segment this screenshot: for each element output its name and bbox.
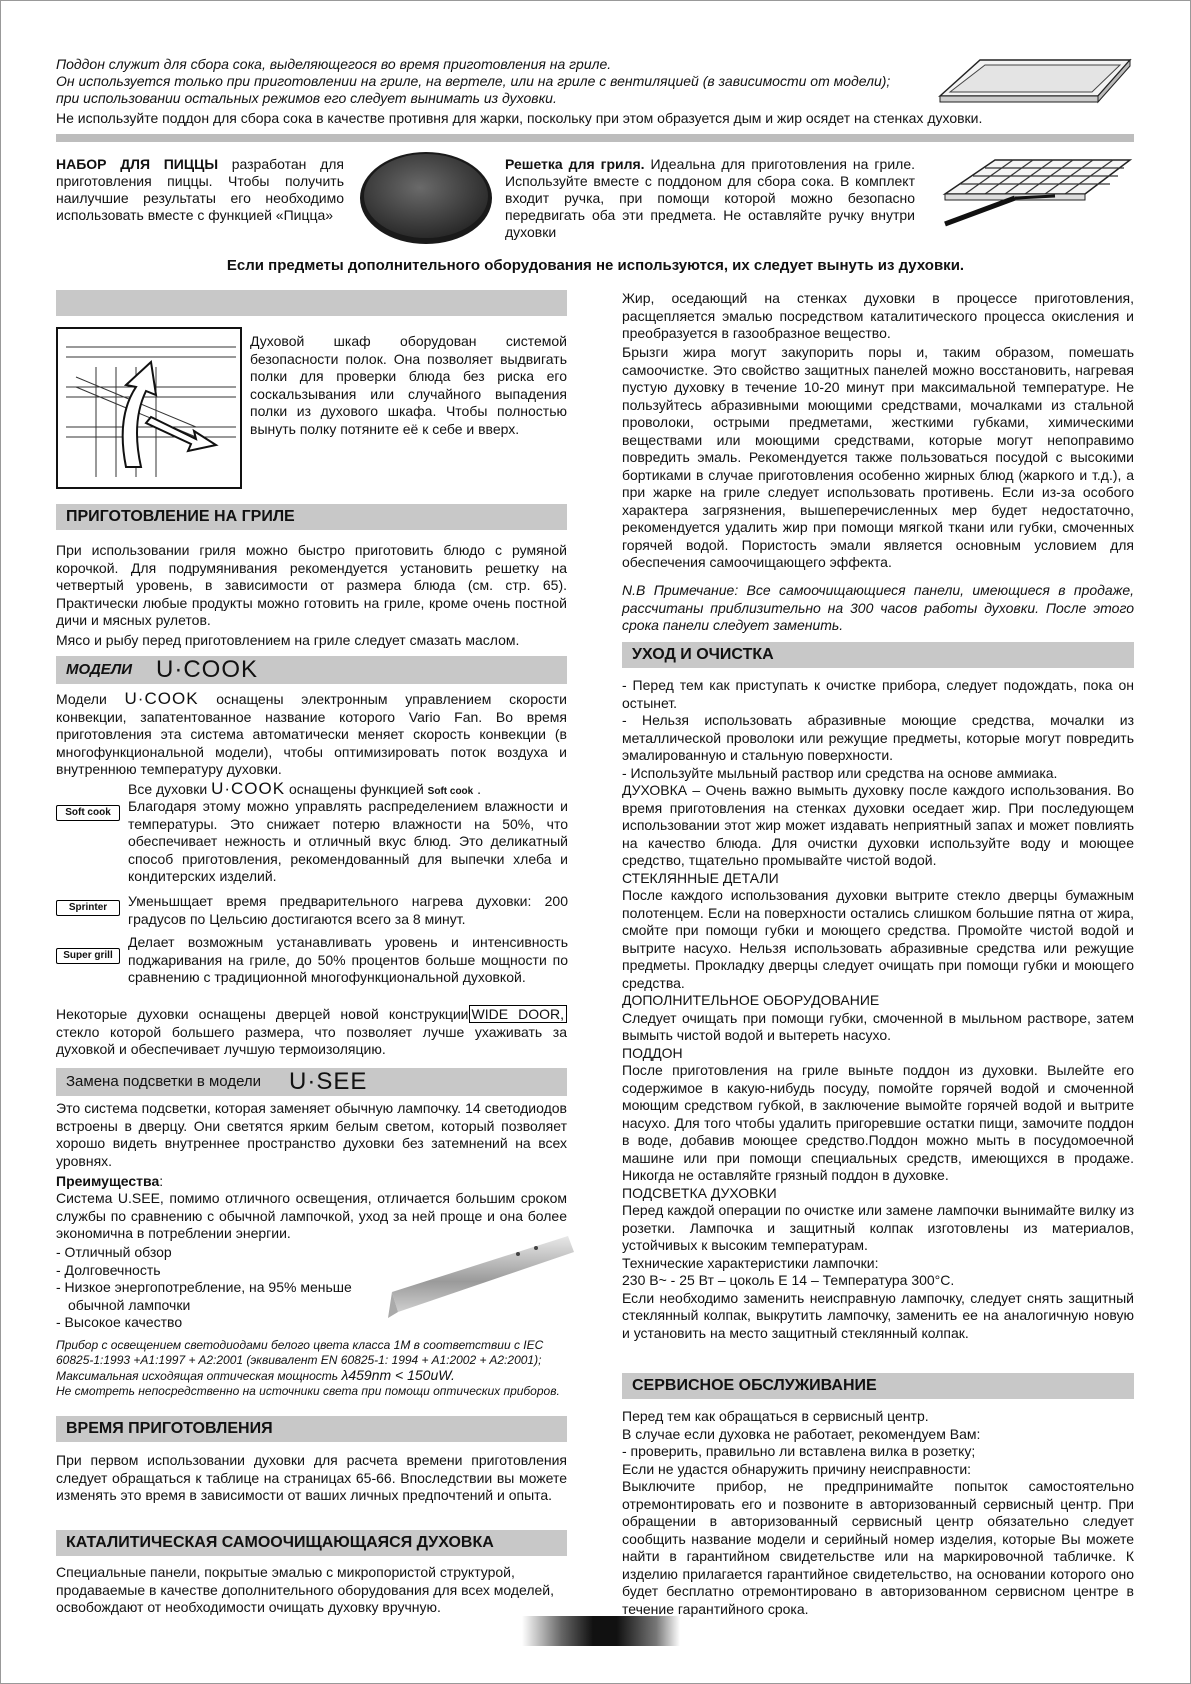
time-heading-band [56, 1416, 567, 1442]
catalytic-heading: КАТАЛИТИЧЕСКАЯ САМООЧИЩАЮЩАЯСЯ ДУХОВКА [66, 1534, 494, 1551]
glass-text: После каждого использования духовки вытрите стекло дверцы бумажным полотенцем. Если на поверхности остались слишком большие пятна от жира, смойте при помощи губки и моющего средства. Промойте чистой водой и вытрите насухо. Нельзя использовать абразивные средства или режущие предметы. Прокладку дверцы следует очищать при помощи губки и моющего средства. [622, 887, 1134, 991]
glass-title: СТЕКЛЯННЫЕ ДЕТАЛИ [622, 869, 779, 886]
pizza-set-desc: разработан для приготовления пиццы. Чтобы получить наилучшие результаты его необходимо использовать вместе с функцией «Пицца» [56, 156, 344, 223]
light-text: Перед каждой операции по очистке или замене лампочки вынимайте вилку из розетки. Лампочка и защитный колпак изготовлены из материалов, устойчивых к высоким температурам. [622, 1202, 1134, 1253]
usee-text: Это система подсветки, которая заменяет обычную лампочку. 14 светодиодов встроены в дверцу. Они светятся ярким белым светом, который позволяет хорошо видеть внутреннее пространство духовки без затемнений на всех уровнях. [56, 1100, 567, 1169]
led-note-3 [56, 1368, 576, 1384]
shelf-safety-text: Духовой шкаф оборудован системой безопасности полок. Она позволяет выдвигать полки для проверки блюда без риска его соскальзывания или случайного выпадения полки из духового шкафа. Чтобы полностью вынуть полку потяните её к себе и вверх. [250, 333, 567, 437]
soft-cook-badge: Soft cook [56, 805, 120, 821]
service-5: Выключите прибор, не предпринимайте попыток самостоятельно отремонтировать его и позвоните в авторизованный сервисный центр. При обращении в авторизованный сервисный центр обязательно следует сообщить название модели и серийный номер изделия, которые Вы можете найти в гарантийном свидетельстве или на маркировочной табличке. К изделию прилагается гарантийное свидетельство, на основании которого оно будет бесплатно отремонтировано в авторизованном сервисном центре в течение гарантийного срока. [622, 1478, 1134, 1617]
service-4: Если не удастся обнаружить причину неисправности: [622, 1460, 972, 1477]
tray-title: ПОДДОН [622, 1044, 683, 1061]
intro-line-3: при использовании остальных режимов его следует вынимать из духовки. [56, 90, 557, 106]
grill-rack-desc: Идеальна для приготовления на гриле. Используйте вместе с поддоном для сбора сока. В комплект входит ручка, при помощи которой можно безопасно передвигать оба эти предмета. Не оставляйте ручку внутри духовки [505, 156, 915, 240]
shelf-band [56, 290, 567, 316]
drip-tray-image [930, 52, 1135, 108]
light-title: ПОДСВЕТКА ДУХОВКИ [622, 1184, 777, 1201]
list-item: обычной лампочки [68, 1296, 191, 1313]
time-heading: ВРЕМЯ ПРИГОТОВЛЕНИЯ [66, 1420, 273, 1437]
grill-heading: ПРИГОТОВЛЕНИЕ НА ГРИЛЕ [66, 508, 295, 525]
list-item: - Высокое качество [56, 1314, 183, 1330]
led-note-4: Не смотреть непосредственно на источники света при помощи оптических приборов. [56, 1384, 560, 1398]
lamp-replace: Если необходимо заменить неисправную лампочку, следует снять защитный стеклянный колпак, выкрутить лампочку, заменить ее на аналогичную новую и установить на место защитный стеклянный колпак. [622, 1289, 1134, 1341]
care-heading-band [622, 642, 1134, 668]
pizza-set-text [56, 156, 344, 224]
models-band [56, 656, 567, 684]
intro-line-2: Он используется только при приготовлении на гриле, на вертеле, или на гриле с вентиляцией (в зависимости от модели); [56, 73, 891, 89]
grill-rack-text [505, 156, 915, 241]
ucook-logo-inline-2: U·COOK [211, 779, 286, 798]
fat-text: Жир, оседающий на стенках духовки в процессе приготовления, расщепляется эмалью посредством каталитического процесса окисления и преобразуется в газообразное вещество. [622, 290, 1134, 341]
ucook-logo-inline: U·COOK [124, 689, 199, 708]
led-power: λ459nm < 150uW. [341, 1367, 455, 1383]
pizza-pan-image [356, 146, 496, 246]
wide-door-box: WIDE DOOR, [469, 1005, 568, 1023]
splash-text: Брызги жира могут закупорить поры и, таким образом, помешать самоочистке. Это свойство защитных панелей можно восстановить, нагревая пустую духовку в течение 10-20 минут при максимальной температуре. Не пользуйтесь абразивными моющими средствами, мочалками из стальной проволоки, острыми предметами, жесткими губками, химическими веществами или моющими средствами, которые могут непоправимо повредить эмаль. Рекомендуется также пользоваться посудой с высокими бортиками в случае приготовления особенно жирных блюд (жаркого и т.д.), а при жарке на гриле следует использовать противень. Если из-за особого характера загрязнения, вышеперечисленных мер будет недостаточно, рекомендуется удалить жир при помощи мягкой ткани или губки, смоченных горячей водой. Пористость эмали является основным условием для обеспечения самоочищающего эффекта. [622, 344, 1134, 570]
service-text [622, 1408, 1134, 1618]
wide-door-a: Некоторые духовки оснащены дверцей новой конструкции [56, 1006, 469, 1022]
advantages-text: Система U.SEE, помимо отличного освещения, отличается большим сроком службы по сравнению с обычной лампочкой, уход за ней проще и она более экономична в потреблении энергии. [56, 1190, 567, 1241]
usee-logo: U·SEE [289, 1068, 368, 1095]
ucook-logo: U·COOK [156, 656, 258, 683]
models-text-b: оснащены электронным управлением скорости конвекции, запатентованное название которого Vario Fan. Во время приготовления эта система автоматически меняет скорость конвекции (в многофункциональной модели), чтобы оптимизировать поток воздуха и внутреннюю температуру духовки. [56, 691, 568, 777]
extra-title: ДОПОЛНИТЕЛЬНОЕ ОБОРУДОВАНИЕ [622, 992, 880, 1008]
care-text [622, 677, 1134, 1342]
lamp-specs: 230 В~ - 25 Вт – цоколь Е 14 – Температура 300°С. [622, 1272, 955, 1288]
models-text [56, 690, 567, 779]
supergrill-badge: Super grill [56, 948, 120, 964]
care-heading: УХОД И ОЧИСТКА [632, 646, 774, 663]
top-divider [56, 134, 1134, 142]
wide-door-b: стекло которой большего размера, что позволяет лучше ухаживать за духовкой и обеспечивает лучшую термоизоляцию. [56, 1023, 567, 1057]
care-2: - Нельзя использовать абразивные моющие средства, мочалки из металлической проволоки или режущие предметы, которые могут повредить эмалированную и стальную поверхности. [622, 712, 1134, 763]
led-strip-image [388, 1226, 578, 1326]
tray-text: После приготовления на гриле выньте поддон из духовки. Вылейте его содержимое в какую-нибудь посуду, помойте горячей водой и смоченной моющим средством губкой, в заключение вымойте горячей водой и вытрите насухо. Для того чтобы удалить пригоревшие остатки пищи, замочите поддон в воде, добавив моющее средство.Поддон можно мыть в посудомоечной машине или при помощи специальных средств, имеющихся в продаже. Никогда не оставляйте грязный поддон в духовке. [622, 1062, 1134, 1183]
advantages-line [56, 1173, 163, 1190]
advantages-list [56, 1244, 386, 1332]
grill-text-oil: Мясо и рыбу перед приготовлением на гриле следует смазать маслом. [56, 632, 520, 648]
led-safety-note [56, 1338, 576, 1399]
sprinter-badge: Sprinter [56, 900, 120, 916]
usee-band [56, 1068, 567, 1096]
service-2: В случае если духовка не работает, рекомендуем Вам: [622, 1425, 981, 1442]
led-note-3-text: Максимальная исходящая оптическая мощность [56, 1369, 342, 1383]
list-item: - Низкое энергопотребление, на 95% меньше [56, 1279, 352, 1295]
usee-heading: Замена подсветки в модели [66, 1073, 262, 1090]
advantages-colon: : [159, 1173, 164, 1189]
grill-text: При использовании гриля можно быстро приготовить блюдо с румяной корочкой. Для подрумянивания рекомендуется установить решетку на четвертый уровень, в зависимости от размера блюда (см. стр. 65). Практически любые продукты можно готовить на гриле, кроме очень постной дичи и мясных рулетов. [56, 542, 567, 628]
service-heading: СЕРВИСНОЕ ОБСЛУЖИВАНИЕ [632, 1377, 877, 1394]
service-1: Перед тем как обращаться в сервисный центр. [622, 1408, 929, 1424]
all-ovens-line: Все духовки U·COOK оснащены функцией Soft cook . [128, 779, 482, 798]
led-note-2: 60825-1:1993 +A1:1997 + A2:2001 (эквивалент EN 60825-1: 1994 + A1:2002 + A2:2001); [56, 1353, 542, 1367]
all-ovens-a: Все духовки [128, 781, 212, 797]
grill-rack-title: Решетка для гриля. [505, 156, 645, 172]
list-item: - Долговечность [56, 1261, 161, 1278]
care-3: - Используйте мыльный раствор или средства на основе аммиака. [622, 764, 1058, 781]
models-label: МОДЕЛИ [66, 661, 133, 678]
accessories-note: Если предметы дополнительного оборудования не используются, их следует вынуть из духовки. [226, 257, 965, 274]
pizza-set-title: НАБОР ДЛЯ ПИЦЦЫ [56, 156, 219, 172]
care-1: - Перед тем как приступать к очистке прибора, следует подождать, пока он остынет. [622, 677, 1134, 711]
catalytic-heading-band [56, 1530, 567, 1556]
drip-tray-warning: Не используйте поддон для сбора сока в качестве противня для жарки, поскольку при этом образуется дым и жир осядет на стенках духовки. [56, 110, 983, 126]
soft-cook-inline: Soft cook [427, 786, 474, 797]
led-note-1: Прибор с освещением светодиодами белого цвета класса 1М в соответствии с IEC [56, 1338, 544, 1352]
extra-text: Следует очищать при помощи губки, смоченной в мыльном растворе, затем вымыть чистой водой и вытереть насухо. [622, 1009, 1134, 1043]
models-text-a: Модели [56, 691, 125, 707]
lamp-specs-title: Технические характеристики лампочки: [622, 1254, 879, 1271]
advantages-title: Преимущества [56, 1173, 160, 1189]
soft-cook-text: Благодаря этому можно управлять распределением влажности и температуры. Это снижает потерю влажности на 50%, что обеспечивает нежность и отличный вкус блюд. Это деликатный способ приготовления, рекомендованный для выпечки хлеба и кондитерских изделий. [128, 798, 568, 884]
drip-tray-intro [56, 56, 936, 107]
nb-note: N.B Примечание: Все самоочищающиеся панели, имеющиеся в продаже, рассчитаны приблизительно на 300 часов работы духовки. После этого срока панели следует заменить. [622, 582, 1134, 633]
all-ovens-b: оснащены функцией [285, 781, 428, 797]
time-text: При первом использовании духовки для расчета времени приготовления следует обращаться к таблице на страницах 65-66. Впоследствии вы можете изменять это время в зависимости от ваших личных предпочтений и опыта. [56, 1452, 567, 1503]
intro-line-1: Поддон служит для сбора сока, выделяющегося во время приготовления на гриле. [56, 56, 612, 72]
catalytic-text: Специальные панели, покрытые эмалью с микропористой структурой, продаваемые в качестве дополнительного оборудования для всех моделей, освобождают от необходимости очищать духовку вручную. [56, 1564, 554, 1615]
service-3: - проверить, правильно ли вставлена вилка в розетку; [622, 1443, 976, 1459]
service-heading-band [622, 1373, 1134, 1399]
grill-heading-band [56, 504, 567, 530]
supergrill-text: Делает возможным устанавливать уровень и интенсивность поджаривания на гриле, до 50% процентов больше мощности по сравнению с традиционной многофункциональной духовкой. [128, 934, 568, 985]
shelf-safety-image [56, 327, 242, 489]
wide-door-text [56, 1006, 567, 1059]
list-item: - Отличный обзор [56, 1244, 172, 1260]
page-number-tab [522, 1616, 680, 1646]
sprinter-text: Уменьшщает время предварительного нагрева духовки: 200 градусов по Цельсию достигаются всего за 8 минут. [128, 893, 568, 927]
care-4: ДУХОВКА – Очень важно вымыть духовку после каждого использования. Во время приготовления на стенках духовки оседает жир. При последующем использовании этот жир может издавать неприятный запах и может повлиять на качество блюда. Для очистки духовки используйте воду и моющее средство, тщательно промывайте чистой водой. [622, 782, 1134, 868]
grill-rack-image [925, 154, 1135, 230]
